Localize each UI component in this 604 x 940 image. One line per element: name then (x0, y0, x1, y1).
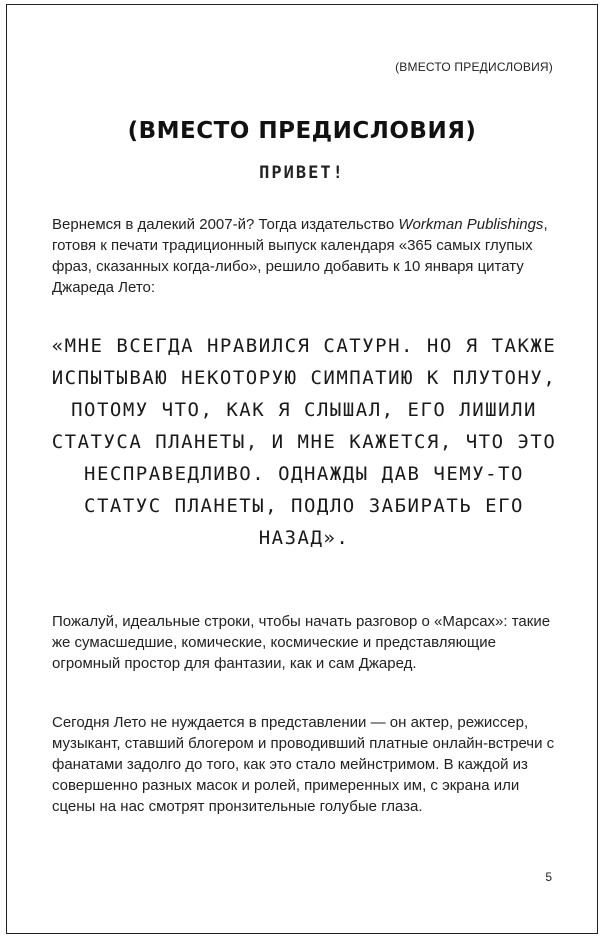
chapter-title: (ВМЕСТО ПРЕДИСЛОВИЯ) (127, 118, 477, 144)
intro-text-part1: Вернемся в далекий 2007-й? Тогда издательство (52, 216, 399, 233)
page-number: 5 (545, 870, 552, 884)
running-header: (ВМЕСТО ПРЕДИСЛОВИЯ) (395, 60, 553, 74)
leto-quote: «МНЕ ВСЕГДА НРАВИЛСЯ САТУРН. НО Я ТАКЖЕ ИСПЫТЫВАЮ НЕКОТОРУЮ СИМПАТИЮ К ПЛУТОНУ, ПОТОМУ ЧТО, КАК Я СЛЫШАЛ, ЕГО ЛИШИЛИ СТАТУСА ПЛАНЕТЫ, И МНЕ КАЖЕТСЯ, ЧТО ЭТО НЕСПРАВЕДЛИВО. ОДНАЖДЫ ДАВ ЧЕМУ-ТО СТАТУС ПЛАНЕТЫ, ПОДЛО ЗАБИРАТЬ ЕГО НАЗАД». (51, 335, 557, 549)
chapter-subtitle: ПРИВЕТ! (259, 163, 345, 183)
intro-text-part2: , готовя к печати традиционный выпуск календаря «365 самых глупых фраз, сказанных когда-либо», решило добавить к 10 января цитату Джареда Лето: (52, 216, 548, 296)
paragraph-mars: Пожалуй, идеальные строки, чтобы начать разговор о «Марсах»: такие же сумасшедшие, комические, космические и представляющие огромный простор для фантазии, как и сам Джаред. (52, 613, 551, 672)
paragraph-leto: Сегодня Лето не нуждается в представлении — он актер, режиссер, музыкант, ставший блогером и проводивший платные онлайн-встречи с фанатами задолго до того, как это стало мейнстримом. В каждой из совершенно разных масок и ролей, примеренных им, с экрана или сцены на нас смотрят пронзительные голубые глаза. (52, 714, 555, 815)
book-page (6, 4, 598, 934)
intro-paragraph (52, 214, 556, 298)
publisher-name: Workman Publishings (398, 216, 544, 233)
